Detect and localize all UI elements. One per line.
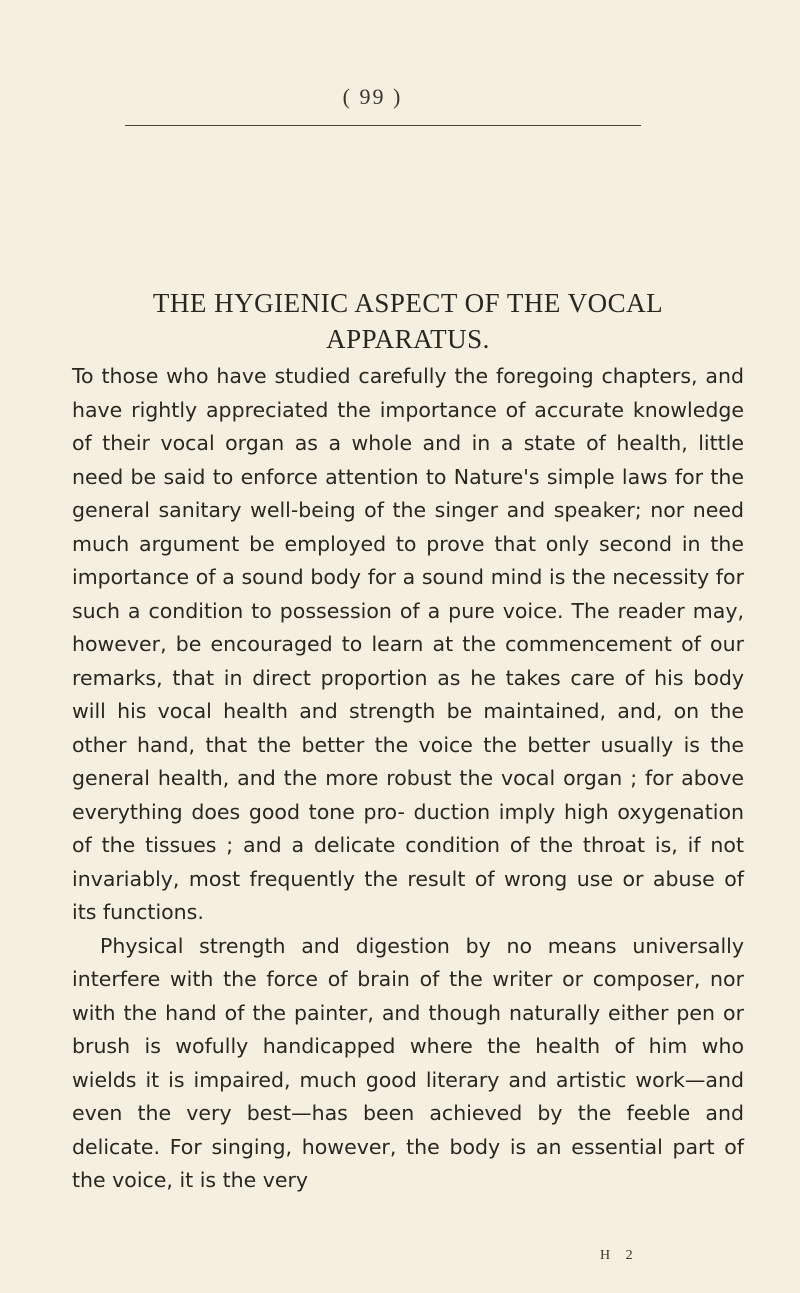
- chapter-title: THE HYGIENIC ASPECT OF THE VOCAL APPARATUS.: [152, 288, 664, 354]
- header-rule: [125, 125, 641, 126]
- paragraph: To those who have studied carefully the foregoing chapters, and have rightly appreciated the importance of accurate knowledge of their vocal organ as a whole and in a state of health, little need be said to enforce attention to Nature's simple laws for the general sanitary well-being of the singer and speaker; nor need much argument be employed to prove that only second in the importance of a sound body for a sound mind is the necessity for such a condition to possession of a pure voice. The reader may, however, be encouraged to learn at the commencement of our remarks, that in direct proportion as he takes care of his body will his vocal health and strength be maintained, and, on the other hand, that the better the voice the better usually is the general health, and the more robust the vocal organ ; for above everything does good tone pro- duction imply high oxygenation of the tissues ; and a delicate condition of the throat is, if not invariably, most frequently the result of wrong use or abuse of its functions.: [72, 364, 744, 924]
- page-number: ( 99 ): [342, 84, 403, 109]
- signature-mark: H 2: [600, 1248, 639, 1263]
- paragraph: Physical strength and digestion by no means universally interfere with the force of brain of the writer or composer, nor with the hand of the painter, and though naturally either pen or brush is wofully handicapped where the health of him who wields it is impaired, much good literary and artistic work—and even the very best—has been achieved by the feeble and delicate. For singing, however, the body is an essential part of the voice, it is the very: [72, 933, 744, 1192]
- body-text: [72, 360, 744, 1198]
